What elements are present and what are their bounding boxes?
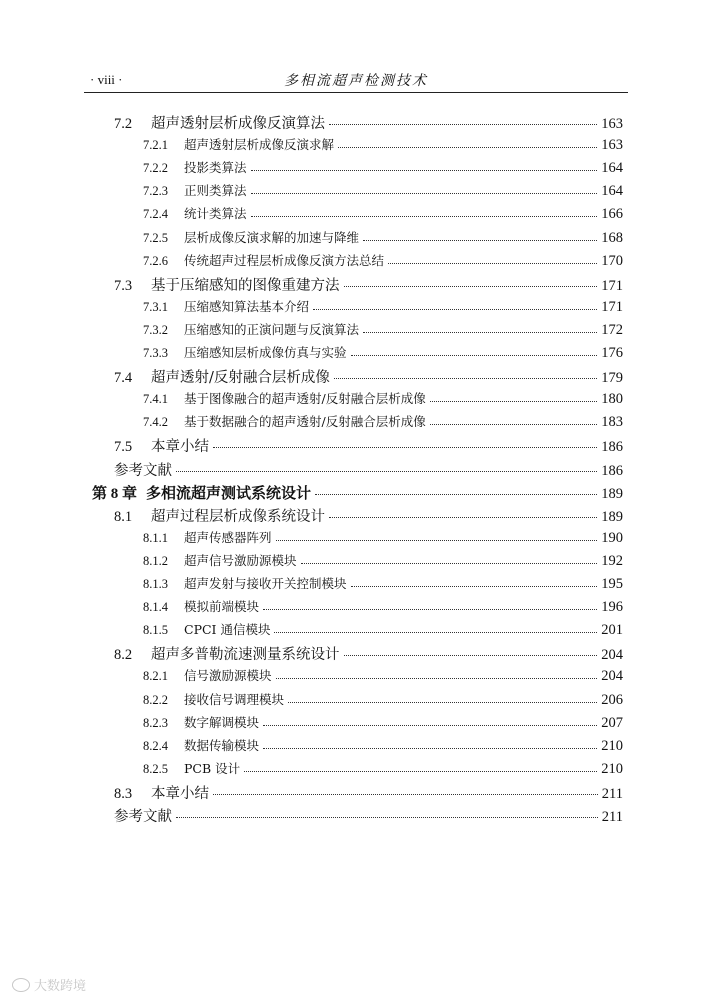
dot-leader bbox=[363, 240, 597, 241]
toc-entry-number: 8.2.1 bbox=[143, 669, 168, 684]
toc-entry[interactable] bbox=[114, 505, 623, 527]
toc-entry[interactable] bbox=[143, 759, 623, 781]
toc-entry[interactable] bbox=[143, 158, 623, 180]
toc-entry-page: 195 bbox=[601, 576, 623, 592]
dot-leader bbox=[301, 563, 598, 564]
toc-entry-number: 7.2.2 bbox=[143, 161, 168, 176]
toc-entry-title: 超声透射/反射融合层析成像 bbox=[151, 370, 330, 387]
dot-leader bbox=[276, 678, 598, 679]
toc-entry-page: 204 bbox=[601, 668, 623, 685]
toc-entry[interactable] bbox=[143, 320, 623, 342]
toc-entry[interactable] bbox=[143, 690, 623, 712]
toc-entry-number: 8.2.5 bbox=[143, 761, 168, 776]
toc-entry-number: 8.2.3 bbox=[143, 715, 168, 730]
watermark-text: 大数跨境 bbox=[34, 979, 87, 994]
toc-entry-page: 168 bbox=[601, 229, 623, 246]
toc-entry[interactable] bbox=[114, 435, 623, 457]
toc-entry[interactable] bbox=[143, 135, 623, 157]
toc-entry-title: CPCI 通信模块 bbox=[184, 622, 271, 638]
toc-entry-number: 第 8 章 bbox=[92, 485, 138, 502]
toc-entry-page: 164 bbox=[601, 160, 623, 177]
toc-entry-page: 186 bbox=[601, 462, 623, 479]
toc-entry-title: 超声发射与接收开关控制模块 bbox=[184, 576, 347, 591]
toc-entry-number: 7.2.3 bbox=[143, 184, 168, 199]
toc-entry[interactable] bbox=[143, 597, 623, 619]
toc-entry[interactable] bbox=[143, 412, 623, 434]
toc-entry[interactable] bbox=[114, 643, 623, 665]
toc-entry-number: 7.3.1 bbox=[143, 299, 168, 314]
toc-entry-page: 163 bbox=[601, 137, 623, 154]
toc-entry-number: 8.1.4 bbox=[143, 600, 168, 615]
dot-leader bbox=[351, 355, 598, 356]
dot-leader bbox=[213, 447, 597, 448]
toc-entry-title: 压缩感知算法基本介绍 bbox=[184, 298, 310, 314]
toc-entry-number: 8.1.5 bbox=[143, 623, 168, 638]
dot-leader bbox=[313, 309, 597, 310]
dot-leader bbox=[351, 586, 598, 587]
toc-entry-title: 基于图像融合的超声透射/反射融合层析成像 bbox=[184, 391, 426, 407]
dot-leader bbox=[338, 147, 597, 148]
toc-entry-page: 170 bbox=[601, 252, 623, 269]
toc-entry-title: PCB 设计 bbox=[184, 760, 241, 776]
toc-entry[interactable] bbox=[114, 274, 623, 296]
toc-entry-page: 211 bbox=[601, 809, 623, 825]
toc-entry-number: 8.1 bbox=[114, 508, 133, 525]
watermark-logo-icon bbox=[12, 978, 30, 992]
toc-entry-title: 本章小结 bbox=[151, 439, 209, 456]
toc-entry-title: 压缩感知的正演问题与反演算法 bbox=[184, 321, 360, 337]
dot-leader bbox=[263, 748, 597, 749]
toc-entry-page: 192 bbox=[601, 552, 623, 569]
dot-leader bbox=[263, 725, 597, 726]
toc-entry[interactable] bbox=[114, 782, 623, 804]
dot-leader bbox=[244, 771, 597, 772]
dot-leader bbox=[176, 471, 597, 472]
toc-references-entry[interactable] bbox=[114, 459, 623, 481]
toc-entry-number: 7.2.6 bbox=[143, 253, 168, 268]
toc-entry[interactable] bbox=[143, 228, 623, 250]
toc-entry[interactable] bbox=[114, 366, 623, 388]
dot-leader bbox=[363, 332, 597, 333]
toc-entry[interactable] bbox=[143, 666, 623, 688]
toc-entry-page: 189 bbox=[601, 508, 623, 525]
toc-entry-title: 超声传感器阵列 bbox=[184, 529, 272, 545]
toc-entry-title: 投影类算法 bbox=[184, 160, 247, 176]
toc-entry-title: 数据传输模块 bbox=[184, 737, 260, 753]
toc-entry-number: 8.2.4 bbox=[143, 738, 168, 753]
toc-entry-page: 186 bbox=[601, 439, 623, 456]
toc-entry-page: 189 bbox=[601, 485, 623, 502]
book-title: 多相流超声检测技术 bbox=[284, 73, 428, 89]
toc-entry-title: 超声信号激励源模块 bbox=[184, 552, 297, 568]
toc-entry-number: 8.1.2 bbox=[143, 553, 168, 568]
toc-entry-page: 166 bbox=[601, 206, 623, 223]
dot-leader bbox=[329, 517, 597, 518]
dot-leader bbox=[344, 286, 598, 287]
toc-entry-page: 207 bbox=[601, 714, 623, 731]
dot-leader bbox=[329, 124, 597, 125]
toc-entry[interactable] bbox=[143, 620, 623, 642]
toc-entry-title: 统计类算法 bbox=[184, 206, 247, 222]
toc-entry[interactable] bbox=[143, 736, 623, 758]
toc-entry-title: 超声多普勒流速测量系统设计 bbox=[151, 647, 340, 664]
toc-entry-number: 7.3.2 bbox=[143, 322, 168, 337]
toc-entry-title: 超声过程层析成像系统设计 bbox=[151, 508, 325, 525]
dot-leader bbox=[251, 193, 598, 194]
dot-leader bbox=[344, 655, 598, 656]
toc-entry-title: 压缩感知层析成像仿真与实验 bbox=[184, 345, 347, 360]
dot-leader bbox=[388, 263, 597, 264]
toc-entry-page: 176 bbox=[601, 345, 623, 361]
toc-entry[interactable] bbox=[143, 181, 623, 203]
toc-entry-page: 183 bbox=[601, 414, 623, 431]
dot-leader bbox=[176, 817, 598, 818]
dot-leader bbox=[263, 609, 597, 610]
dot-leader bbox=[288, 702, 597, 703]
toc-entry-title: 传统超声过程层析成像反演方法总结 bbox=[184, 252, 385, 268]
toc-entry-title: 接收信号调理模块 bbox=[184, 691, 285, 707]
toc-entry-page: 196 bbox=[601, 599, 623, 616]
toc-entry-page: 164 bbox=[601, 183, 623, 200]
toc-entry[interactable] bbox=[143, 297, 623, 319]
toc-entry-title: 参考文献 bbox=[114, 462, 172, 479]
toc-entry-page: 201 bbox=[601, 622, 623, 639]
page-number: · viii · bbox=[90, 72, 123, 87]
toc-entry-number: 8.1.1 bbox=[143, 530, 168, 545]
toc-entry[interactable] bbox=[114, 112, 623, 134]
dot-leader bbox=[213, 794, 598, 795]
toc-entry[interactable] bbox=[143, 713, 623, 735]
dot-leader bbox=[315, 494, 597, 495]
watermark bbox=[12, 975, 86, 994]
toc-entry-number: 7.4 bbox=[114, 370, 133, 387]
toc-entry-page: 204 bbox=[601, 647, 623, 664]
toc-entry[interactable] bbox=[143, 251, 623, 273]
toc-entry-page: 171 bbox=[601, 298, 623, 315]
toc-entry-title: 参考文献 bbox=[114, 809, 172, 825]
page-header bbox=[84, 68, 628, 93]
dot-leader bbox=[251, 216, 598, 217]
toc-entry-page: 210 bbox=[601, 737, 623, 754]
toc-entry-number: 7.4.1 bbox=[143, 392, 168, 407]
toc-chapter-entry[interactable] bbox=[92, 482, 623, 504]
toc-references-entry[interactable] bbox=[114, 805, 623, 827]
toc-entry-page: 190 bbox=[601, 529, 623, 546]
toc-entry-number: 8.2 bbox=[114, 647, 133, 664]
toc-entry-page: 179 bbox=[601, 370, 623, 387]
toc-entry-number: 7.2.1 bbox=[143, 138, 168, 153]
toc-entry-page: 211 bbox=[601, 785, 623, 802]
toc-entry-title: 基于数据融合的超声透射/反射融合层析成像 bbox=[184, 414, 426, 430]
toc-entry[interactable] bbox=[143, 343, 623, 365]
toc-entry-number: 7.2.4 bbox=[143, 207, 168, 222]
dot-leader bbox=[274, 632, 597, 633]
toc-entry-title: 信号激励源模块 bbox=[184, 668, 272, 684]
toc-entry[interactable] bbox=[143, 204, 623, 226]
toc-entry-page: 210 bbox=[601, 760, 623, 777]
dot-leader bbox=[430, 424, 598, 425]
dot-leader bbox=[276, 540, 598, 541]
toc-entry-number: 7.5 bbox=[114, 439, 133, 456]
toc-entry-number: 8.3 bbox=[114, 785, 133, 802]
toc-entry[interactable] bbox=[143, 389, 623, 411]
toc-entry[interactable] bbox=[143, 574, 623, 596]
dot-leader bbox=[430, 401, 598, 402]
toc-entry-number: 7.2.5 bbox=[143, 230, 168, 245]
toc-entry-title: 模拟前端模块 bbox=[184, 599, 260, 615]
toc-entry-page: 163 bbox=[601, 116, 623, 132]
toc-entry-title: 多相流超声测试系统设计 bbox=[146, 483, 312, 502]
dot-leader bbox=[334, 378, 597, 379]
toc-entry-page: 171 bbox=[601, 277, 623, 294]
toc-entry[interactable] bbox=[143, 551, 623, 573]
toc-entry-title: 正则类算法 bbox=[184, 183, 247, 199]
toc-entry-number: 7.3.3 bbox=[143, 346, 168, 360]
toc-entry-number: 8.1.3 bbox=[143, 577, 168, 591]
toc-entry-title: 基于压缩感知的图像重建方法 bbox=[151, 277, 340, 294]
toc-entry-title: 层析成像反演求解的加速与降维 bbox=[184, 229, 360, 245]
toc-entry-page: 206 bbox=[601, 691, 623, 708]
toc-entry-title: 本章小结 bbox=[151, 785, 209, 802]
toc-entry-page: 172 bbox=[601, 321, 623, 338]
toc-entry[interactable] bbox=[143, 528, 623, 550]
toc-entry-page: 180 bbox=[601, 391, 623, 408]
toc-entry-number: 7.4.2 bbox=[143, 415, 168, 430]
toc-entry-number: 7.2 bbox=[114, 116, 133, 132]
dot-leader bbox=[251, 170, 598, 171]
toc-entry-title: 超声透射层析成像反演算法 bbox=[151, 116, 325, 132]
toc-entry-title: 数字解调模块 bbox=[184, 714, 260, 730]
toc-entry-number: 8.2.2 bbox=[143, 692, 168, 707]
toc-entry-number: 7.3 bbox=[114, 277, 133, 294]
toc-entry-title: 超声透射层析成像反演求解 bbox=[184, 137, 335, 153]
